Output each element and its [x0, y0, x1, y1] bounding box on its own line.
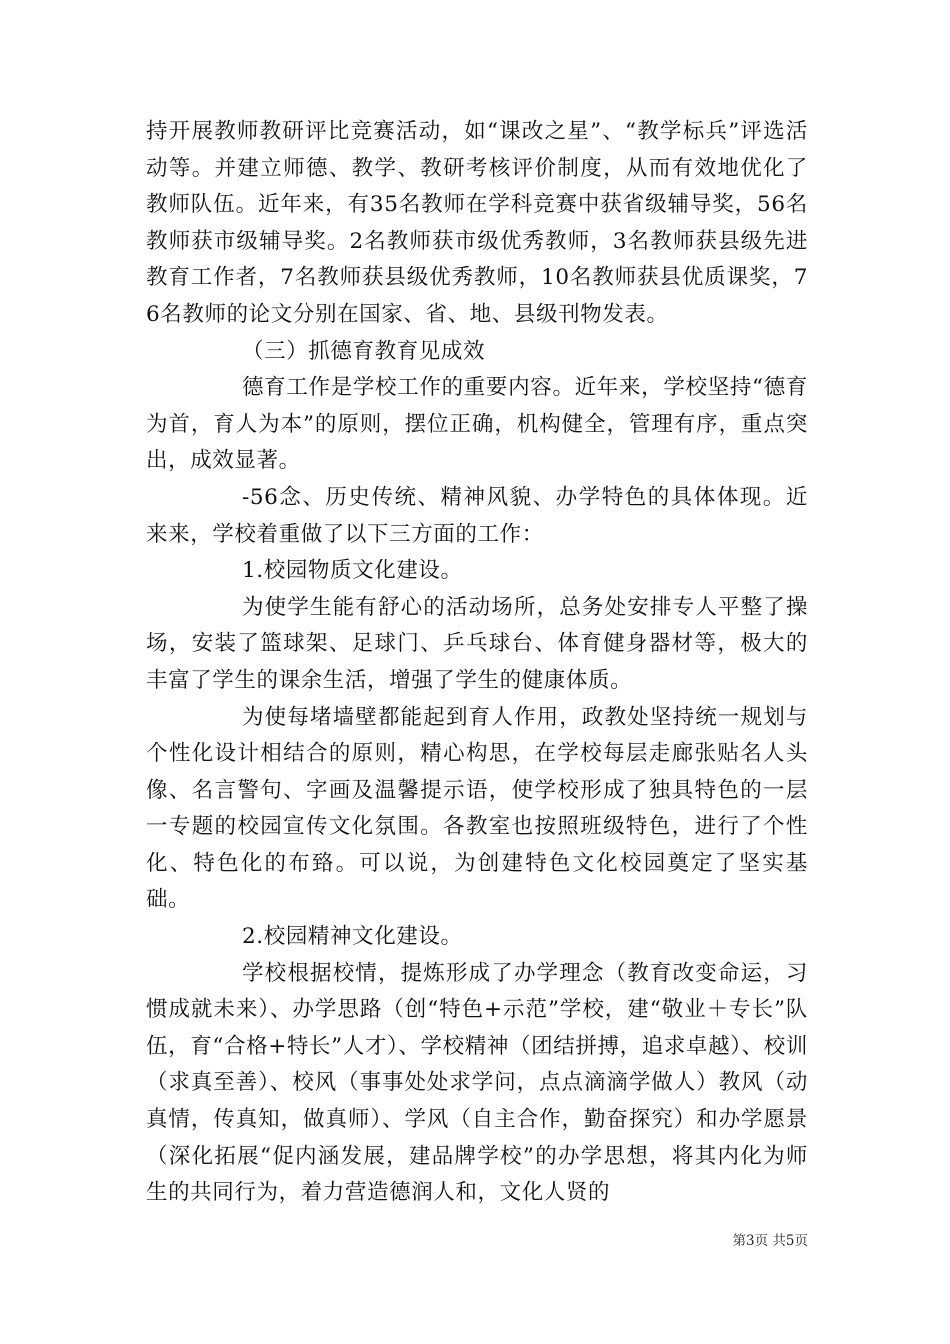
document-body — [146, 114, 808, 1212]
subheading-material-culture: 1.校园物质文化建设。 — [242, 558, 463, 584]
paragraph-playground: 为使学生能有舒心的活动场所，总务处安排专人平整了操场，安装了篮球架、足球门、乒乓球台、体育健身器材等，极大的丰富了学生的课余生活，增强了学生的健康体质。 — [146, 594, 808, 693]
paragraph-moral-education: 德育工作是学校工作的重要内容。近年来，学校坚持“德育为首，育人为本”的原则，摆位正确，机构健全，管理有序，重点突出，成效显著。 — [146, 375, 808, 474]
subheading-spiritual-culture: 2.校园精神文化建设。 — [242, 924, 463, 950]
paragraph-walls: 为使每堵墙壁都能起到育人作用，政教处坚持统一规划与个性化设计相结合的原则，精心构思，在学校每层走廊张贴名人头像、名言警句、字画及温馨提示语，使学校形成了独具特色的一层一专题的校园宣传文化氛围。各教室也按照班级特色，进行了个性化、特色化的布臵。可以说，为创建特色文化校园奠定了坚实基础。 — [146, 704, 808, 913]
page-number-footer: 第3页 共5页 — [732, 1233, 808, 1249]
paragraph-culture-intro: -56念、历史传统、精神风貌、办学特色的具体体现。近来来，学校着重做了以下三方面的工作： — [146, 484, 808, 547]
section-heading-moral-education: （三）抓德育教育见成效 — [242, 338, 486, 364]
paragraph-school-philosophy: 学校根据校情，提炼形成了办学理念（教育改变命运，习惯成就未来）、办学思路（创“特色+示范”学校，建“敬业＋专长”队伍，育“合格+特长”人才）、学校精神（团结拼搏，追求卓越）、校训（求真至善）、校风（事事处处求学问，点点滴滴学做人）教风（动真情，传真知，做真师）、学风（自主合作，勤奋探究）和办学愿景（深化拓展“促内涵发展，建品牌学校”的办学思想，将其内化为师生的共同行为，着力营造德润人和，文化人贤的 — [146, 960, 808, 1206]
paragraph-teacher-awards: 持开展教师教研评比竞赛活动，如“课改之星”、“教学标兵”评选活动等。并建立师德、教学、教研考核评价制度，从而有效地优化了教师队伍。近年来，有35名教师在学科竞赛中获省级辅导奖，56名教师获市级辅导奖。2名教师获市级优秀教师，3名教师获县级先进教育工作者，7名教师获县级优秀教师，10名教师获县优质课奖，76名教师的论文分别在国家、省、地、县级刊物发表。 — [146, 119, 808, 327]
